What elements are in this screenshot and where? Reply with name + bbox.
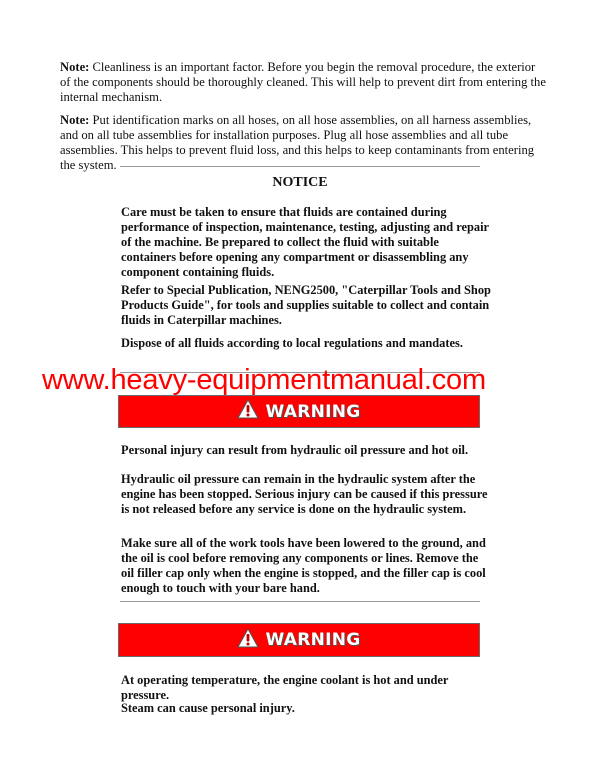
watermark-url: www.heavy-equipmentmanual.com — [42, 364, 486, 396]
notice-paragraph: Refer to Special Publication, NENG2500, "Caterpillar Tools and Shop Products Guide", for tools and supplies suitable to collect and contain fluids in Caterpillar machines. — [121, 283, 491, 327]
warning-banner — [118, 623, 480, 657]
notice-title: NOTICE — [272, 175, 328, 190]
note-label: Note: — [60, 60, 90, 74]
warning-paragraph: Make sure all of the work tools have been lowered to the ground, and the oil is cool before removing any components or lines. Remove the oil filler cap only when the engine is stopped, and the filler cap is cool enough to touch with your bare hand. — [121, 536, 486, 595]
warning-paragraph: Steam can cause personal injury. — [121, 701, 295, 715]
warning-triangle-icon — [237, 628, 259, 653]
notice-paragraph: Dispose of all fluids according to local regulations and mandates. — [121, 336, 463, 350]
note-identification-marks — [60, 113, 548, 173]
divider — [120, 601, 480, 602]
divider — [120, 166, 480, 167]
note-label: Note: — [60, 113, 90, 127]
note-text: Cleanliness is an important factor. Before you begin the removal procedure, the exterior of the components should be thoroughly cleaned. This will help to prevent dirt from entering the internal mechanism. — [60, 60, 546, 104]
warning-banner — [118, 395, 480, 428]
warning-label: WARNING — [265, 630, 361, 650]
warning-label: WARNING — [265, 401, 361, 422]
warning-triangle-icon — [237, 399, 259, 424]
notice-paragraph: Care must be taken to ensure that fluids are contained during performance of inspection, maintenance, testing, adjusting and repair of the machine. Be prepared to collect the fluid with suitable containers before opening any compartment or disassembling any component containing fluids. — [121, 205, 489, 279]
warning-paragraph: Hydraulic oil pressure can remain in the hydraulic system after the engine has been stopped. Serious injury can be caused if this pressure is not released before any service is done on the hydraulic system. — [121, 472, 488, 516]
warning-paragraph: Personal injury can result from hydraulic oil pressure and hot oil. — [121, 443, 469, 457]
note-text: Put identification marks on all hoses, on all hose assemblies, on all harness assemblies, and on all tube assemblies for installation purposes. Plug all hose assemblies and all tube assemblies. This helps to prevent fluid loss, and this helps to keep contaminants from entering the system. — [60, 113, 535, 172]
warning-paragraph: At operating temperature, the engine coolant is hot and under pressure. — [121, 673, 449, 702]
note-cleanliness — [60, 60, 548, 105]
